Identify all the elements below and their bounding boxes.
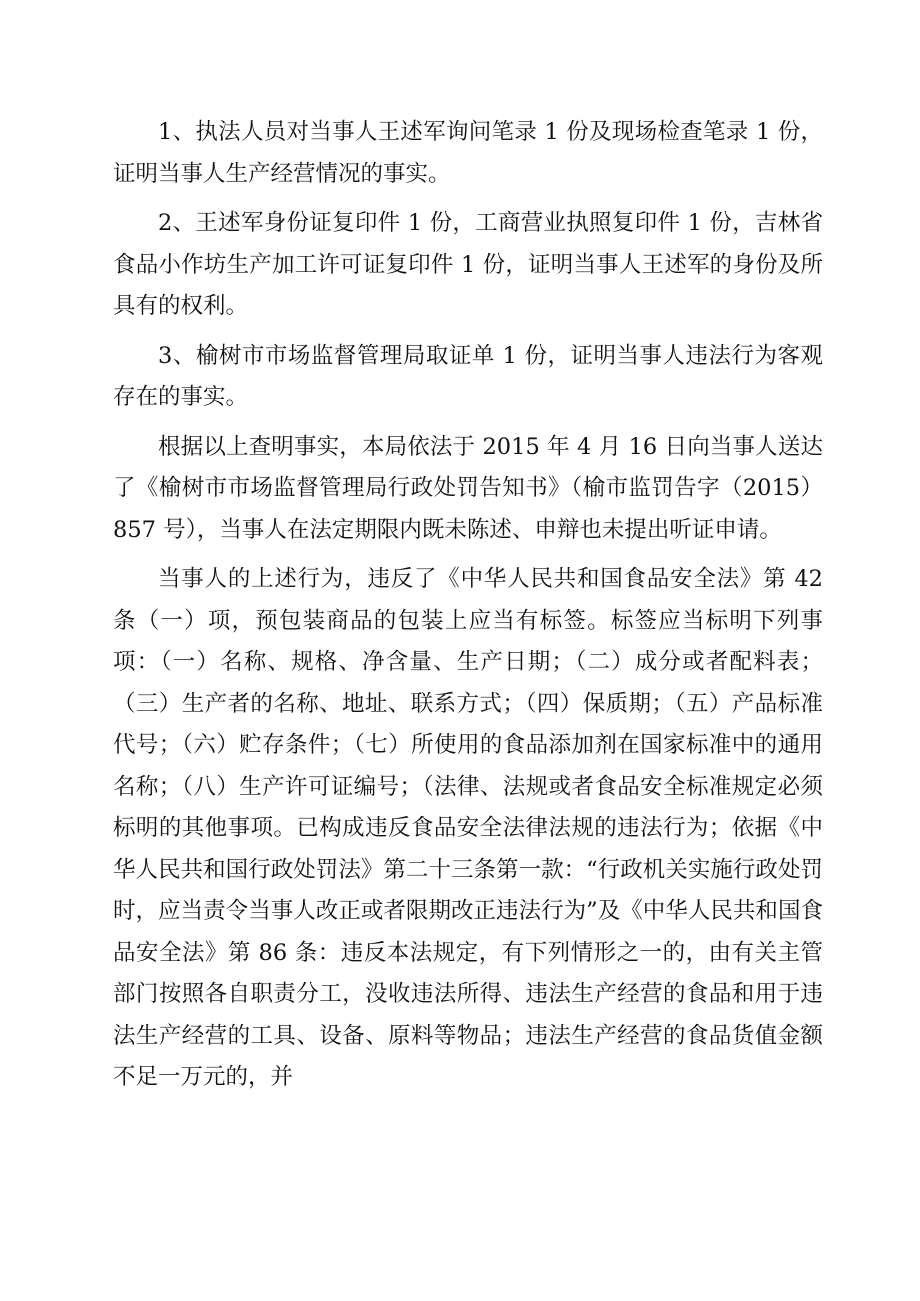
paragraph-evidence-1: 1、执法人员对当事人王述军询问笔录 1 份及现场检查笔录 1 份，证明当事人生产经营情况的事实。 <box>113 119 823 187</box>
paragraph-evidence-2: 2、王述军身份证复印件 1 份，工商营业执照复印件 1 份，吉林省食品小作坊生产加工许可证复印件 1 份，证明当事人王述军的身份及所具有的权利。 <box>113 210 823 319</box>
paragraph-evidence-3: 3、榆树市市场监督管理局取证单 1 份，证明当事人违法行为客观存在的事实。 <box>113 342 823 410</box>
paragraph-notice: 根据以上查明事实，本局依法于 2015 年 4 月 16 日向当事人送达了《榆树市市场监督管理局行政处罚告知书》（榆市监罚告字（2015）857 号），当事人在法定期限内既未陈述、申辩也未提出听证申请。 <box>113 433 823 543</box>
document-body <box>113 112 823 1107</box>
paragraph-violation: 当事人的上述行为，违反了《中华人民共和国食品安全法》第 42 条（一）项，预包装商品的包装上应当有标签。标签应当标明下列事项：（一）名称、规格、净含量、生产日期；（二）成分或者配料表；（三）生产者的名称、地址、联系方式；（四）保质期；（五）产品标准代号；（六）贮存条件；（七）所使用的食品添加剂在国家标准中的通用名称；（八）生产许可证编号；（法律、法规或者食品安全标准规定必须标明的其他事项。已构成违反食品安全法律法规的违法行为；依据《中华人民共和国行政处罚法》第二十三条第一款：“行政机关实施行政处罚时，应当责令当事人改正或者限期改正违法行为”及《中华人民共和国食品安全法》第 86 条：违反本法规定，有下列情形之一的，由有关主管部门按照各自职责分工，没收违法所得、违法生产经营的食品和用于违法生产经营的工具、设备、原料等物品；违法生产经营的食品货值金额不足一万元的，并 <box>113 566 823 1090</box>
